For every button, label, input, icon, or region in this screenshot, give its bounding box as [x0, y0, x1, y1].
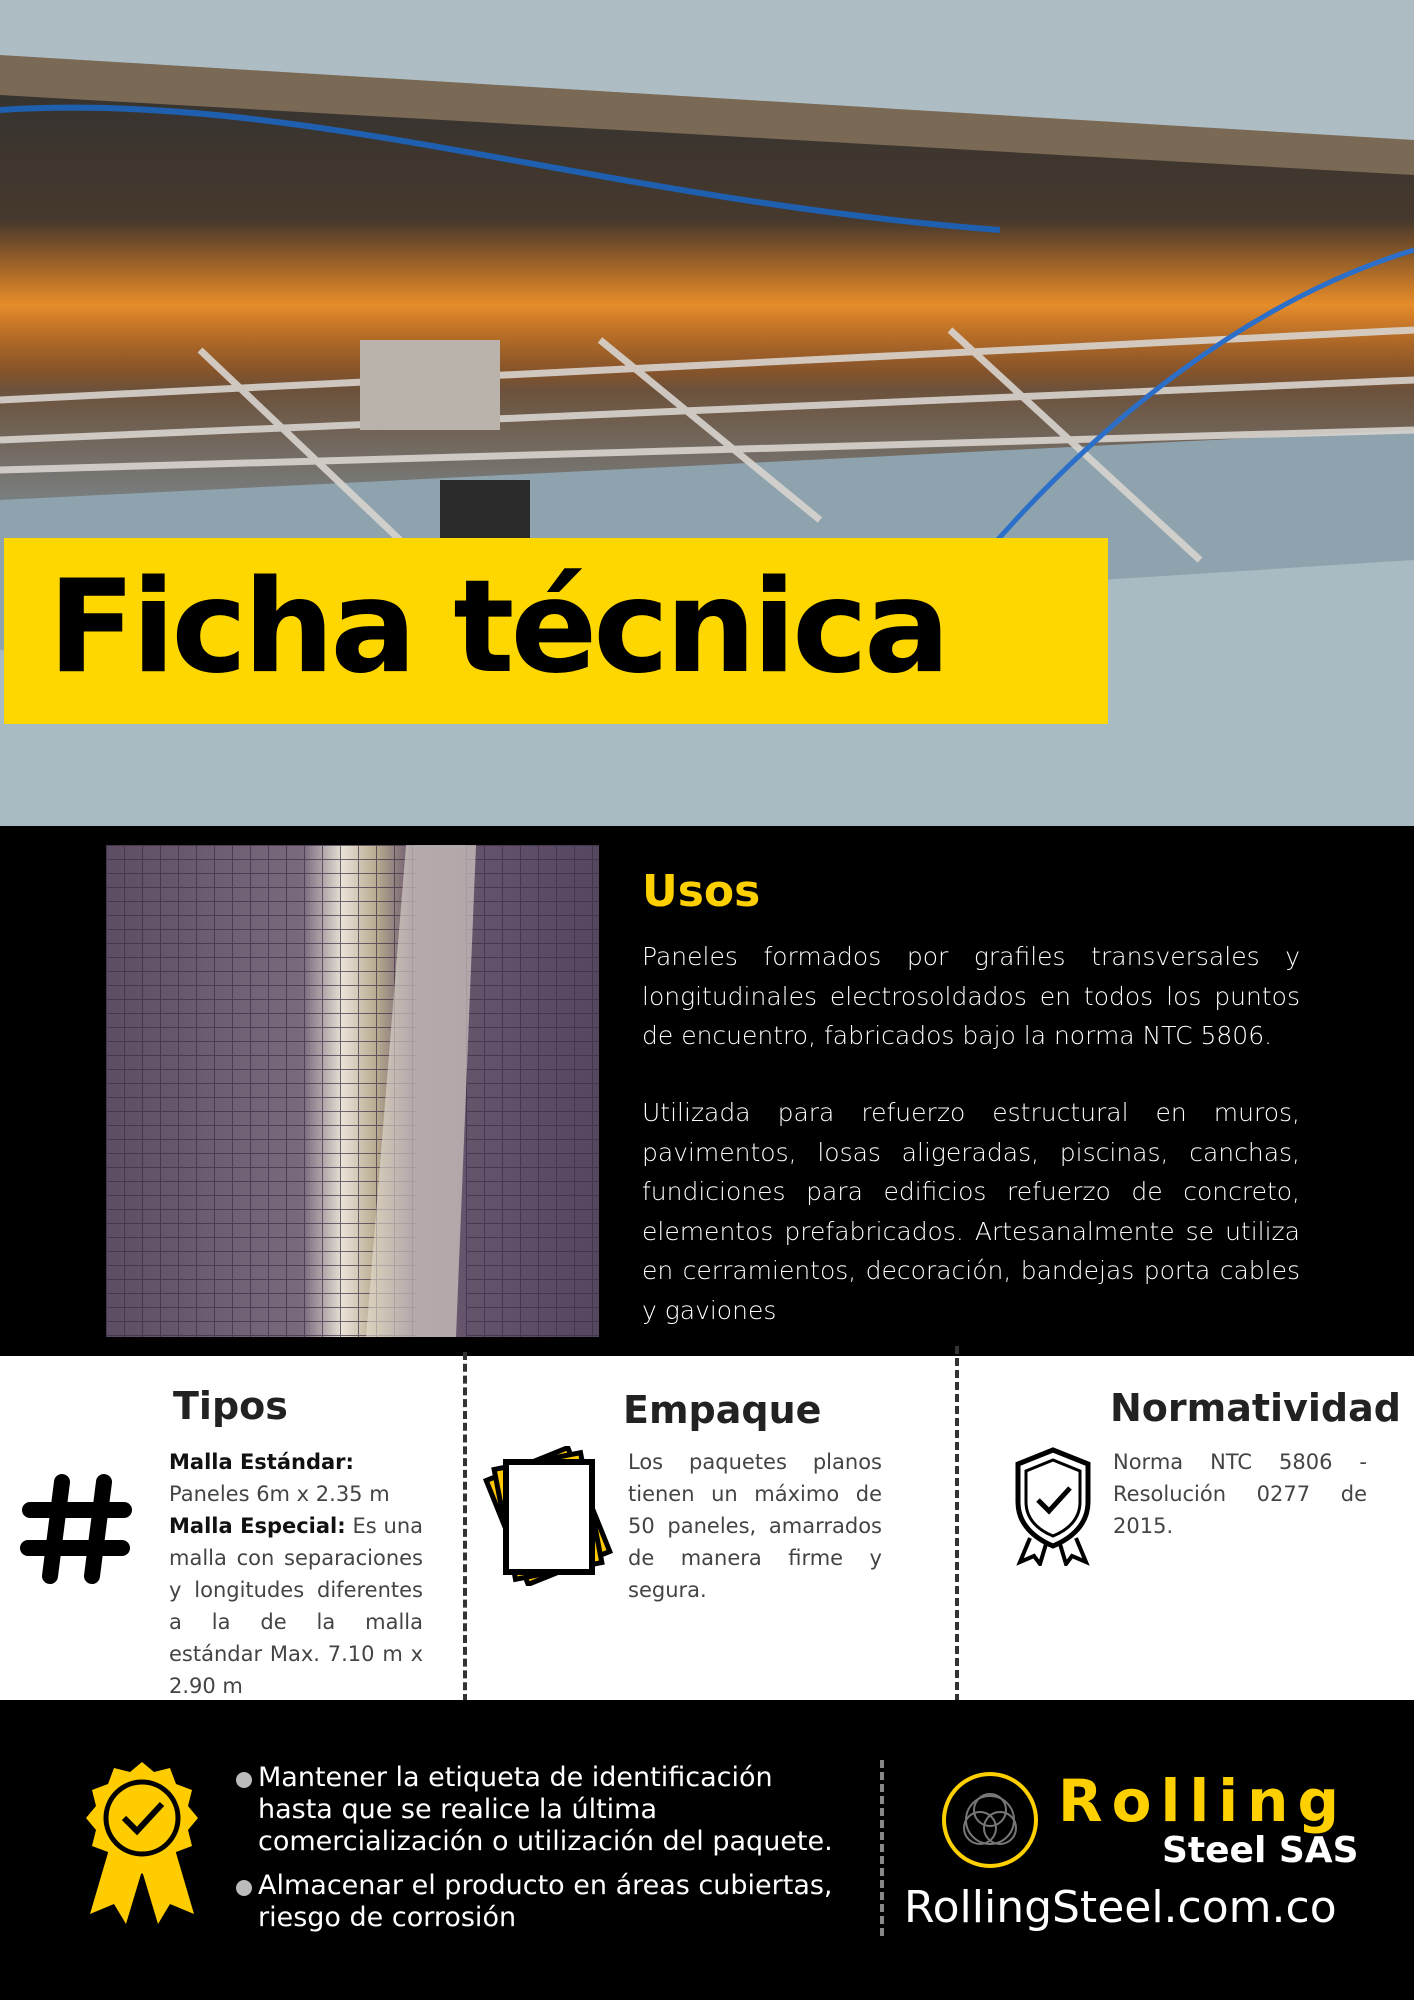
brand-name: Rolling	[1058, 1767, 1348, 1835]
footer-bullet-list	[236, 1762, 856, 1946]
normatividad-title: Normatividad	[1110, 1386, 1401, 1430]
normatividad-text: Norma NTC 5806 - Resolución 0277 de 2015.	[1113, 1450, 1367, 1538]
column-divider	[955, 1346, 959, 1702]
stacked-sheets-icon	[482, 1446, 616, 1586]
footer-bullet: Almacenar el producto en áreas cubiertas, riesgo de corrosión	[236, 1870, 856, 1934]
column-divider	[463, 1352, 467, 1702]
tipos-item-2-text: Es una malla con separaciones y longitudes diferentes a la de la malla estándar Max. 7.10 m x 2.90 m	[169, 1514, 423, 1698]
page-title: Ficha técnica	[48, 553, 947, 702]
usos-title: Usos	[642, 866, 761, 917]
empaque-text: Los paquetes planos tienen un máximo de 50 paneles, amarrados de manera firme y segura.	[628, 1450, 882, 1602]
shield-check-icon	[1008, 1446, 1098, 1566]
hash-icon	[20, 1472, 134, 1586]
empaque-title: Empaque	[623, 1388, 822, 1432]
tipos-item-1-text: Paneles 6m x 2.35 m	[169, 1482, 390, 1506]
tipos-title: Tipos	[173, 1384, 288, 1428]
usos-paragraph-1: Paneles formados por grafiles transversales y longitudinales electrosoldados en todos los puntos de encuentro, fabricados bajo la norma NTC 5806.	[642, 942, 1300, 1050]
tipos-item-2-label: Malla Especial:	[169, 1514, 346, 1538]
website-link[interactable]: RollingSteel.com.co	[904, 1882, 1337, 1933]
brand-logo-mark	[942, 1772, 1038, 1868]
steel-mesh-photo	[106, 845, 599, 1337]
brand-subtitle: Steel SAS	[1162, 1830, 1359, 1871]
usos-paragraph-2: Utilizada para refuerzo estructural en muros, pavimentos, losas aligeradas, piscinas, canchas, fundiciones para edificios refuerzo de concreto, elementos prefabricados. Artesanalmente se utiliza en cerramientos, decoración, bandejas porta cables y gaviones	[642, 1098, 1300, 1325]
award-badge-icon	[82, 1758, 202, 1924]
tipos-item-1-label: Malla Estándar:	[169, 1450, 354, 1474]
footer-bullet: Mantener la etiqueta de identificación hasta que se realice la última comercialización o utilización del paquete.	[236, 1762, 856, 1858]
tipos-text	[169, 1446, 423, 1702]
footer-divider	[880, 1760, 884, 1936]
